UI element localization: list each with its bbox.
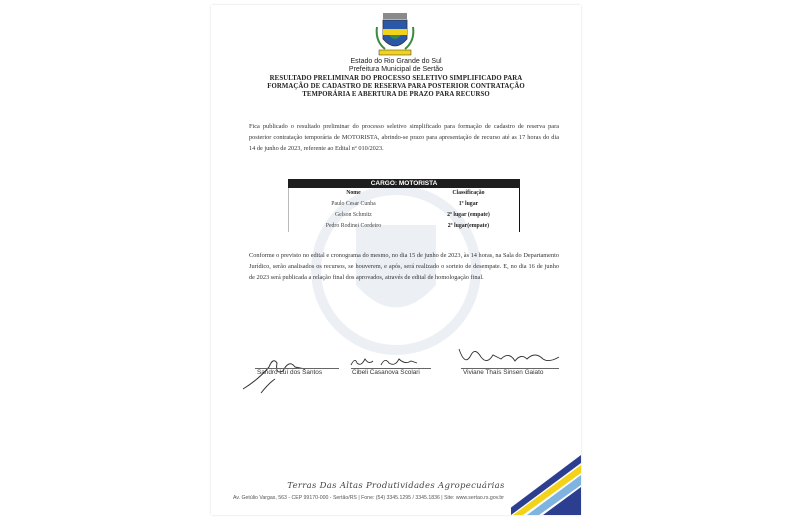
results-table <box>288 179 520 232</box>
table-row <box>289 199 519 210</box>
intro-paragraph: Fica publicado o resultado preliminar do processo seletivo simplificado para formação de cadastro de reserva para posterior contratação temporária de MOTORISTA, abrindo-se prazo para apresentação de recurso até as 17 horas do dia 14 de junho de 2023, referente ao Edital nº 010/2023. <box>249 123 559 152</box>
candidate-name: Paulo Cesar Cunha <box>331 201 376 207</box>
signature-scribble-icon <box>347 355 419 369</box>
candidate-name: Gelson Schmitz <box>335 212 372 218</box>
footer-address: Av. Getúlio Vargas, 563 - CEP 99170-000 - Sertão/RS | Fone: (54) 3345.1295 / 3345.1836 | Site: www.sertao.rs.gov.br <box>233 495 504 501</box>
state-name: Estado do Rio Grande do Sul <box>350 58 442 65</box>
letterhead <box>211 58 581 74</box>
signature-name: Sandro Luí dos Santos <box>257 369 323 376</box>
document-page <box>211 5 581 515</box>
column-header-classification: Classificação <box>452 190 485 196</box>
table-header-row <box>289 188 519 199</box>
closing-paragraph: Conforme o previsto no edital e cronograma do mesmo, no dia 15 de junho de 2023, às 14 horas, na Sala do Departamento Jurídico, serão analisados os recursos, se houverem, e após, será realizado o sorteio de desempate. E, no dia 16 de junho de 2023 será publicada a relação final dos aprovados, através de edital de homologação final. <box>249 252 559 281</box>
column-header-name: Nome <box>346 190 361 196</box>
signature-scribble-icon <box>455 343 563 369</box>
municipal-crest-icon <box>375 13 415 57</box>
candidate-name: Pedro Rodinei Cordeiro <box>325 223 382 229</box>
table-row <box>289 210 519 221</box>
title-line: TEMPORÁRIA E ABERTURA DE PRAZO PARA RECURSO <box>302 91 490 98</box>
candidate-rank: 2º lugar (empate) <box>447 212 490 218</box>
footer-slogan: Terras Das Altas Produtividades Agropecuárias <box>287 481 505 491</box>
signature-name: Cibeli Casanova Scolari <box>352 369 420 376</box>
decorative-stripes-icon <box>511 455 581 515</box>
document-title <box>241 75 551 99</box>
candidate-rank: 2º lugar(empate) <box>447 223 490 229</box>
table-body <box>288 188 520 232</box>
table-row <box>289 221 519 232</box>
title-line: FORMAÇÃO DE CADASTRO DE RESERVA PARA POSTERIOR CONTRATAÇÃO <box>267 83 525 90</box>
prefecture-name: Prefeitura Municipal de Sertão <box>348 66 444 73</box>
candidate-rank: 1º lugar <box>458 201 479 207</box>
table-title: CARGO: MOTORISTA <box>288 179 520 188</box>
title-line: RESULTADO PRELIMINAR DO PROCESSO SELETIVO SIMPLIFICADO PARA <box>269 75 523 82</box>
signature-name: Viviane Thaís Sinsen Gaiato <box>463 369 544 376</box>
